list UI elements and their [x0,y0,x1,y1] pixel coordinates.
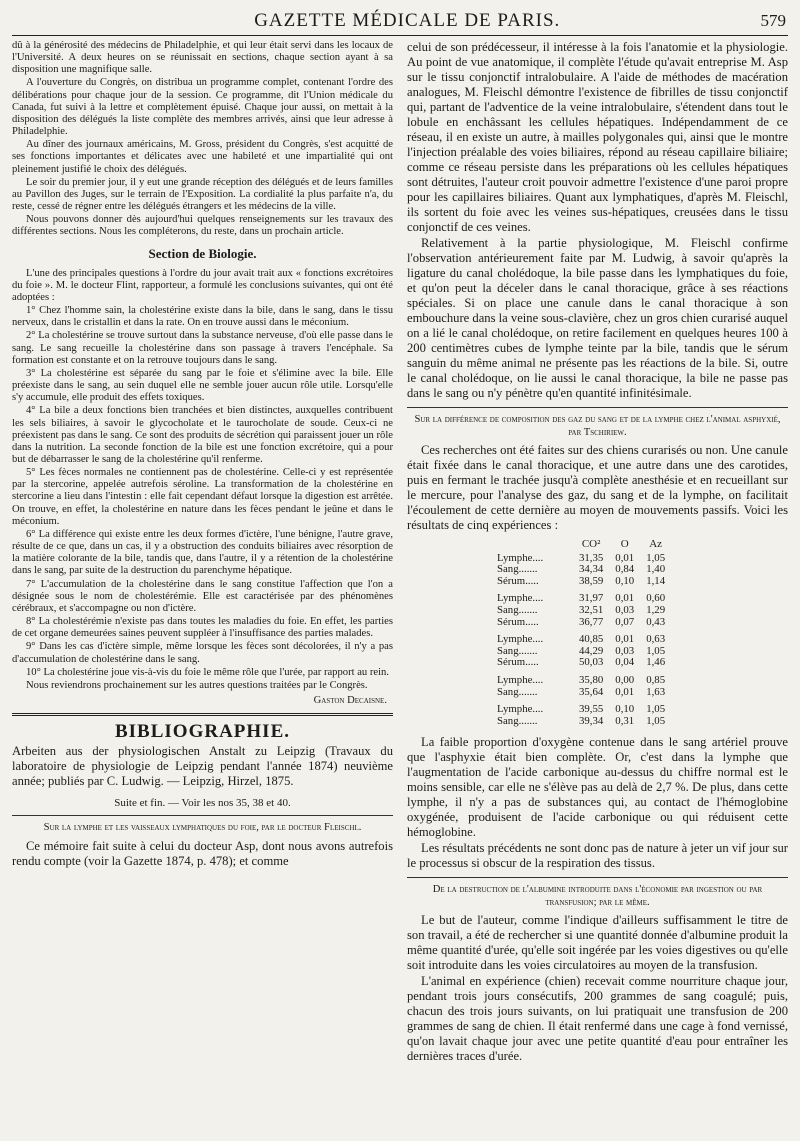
table-cell: 0,84 [615,563,635,576]
row-label: Lymphe.... [497,551,544,564]
table-cell: 0,60 [646,592,666,605]
divider [407,877,788,878]
table-cell: 31,97 [579,592,604,605]
table-cell: 0,01 [615,633,635,646]
table-body [497,553,671,728]
paragraph: Ce mémoire fait suite à celui du docteur Asp, dont nous avons autrefois rendu compte (voir la Gazette 1874, p. 478); et comme [12,838,393,868]
table-cell: 1,05 [646,703,666,716]
paragraph: A l'ouverture du Congrès, on distribua un programme complet, contenant l'ordre des délibérations pour chaque jour de la session. Ce programme, dit l'Union médicale du Canada, fut suivi à la lettre et complètement épuisé. Chaque jour aussi, on mettait à la disposition des délégués la liste complète des membres arrivés, ainsi que leur adresse à Philadelphie. [12,77,393,138]
paragraph: Le soir du premier jour, il y eut une grande réception des délégués et de leurs familles au Pavillon des Juges, sur le terrain de l'Exposition. La cordialité la plus parfaite n'a, du reste, cessé de régner entre les délégués étrangers et les médecins de la ville. [12,176,393,213]
paragraph: La faible proportion d'oxygène contenue dans le sang artériel prouve que l'asphyxie était bien complète. Or, c'est dans la lymphe que l'augmentation de l'acide carbonique au-dessus du chiffre normal est le moins sensible, car elle ne s'élève pas au delà de 2,7 %. De plus, dans cette lymphe, il n'y a pas de substances qui, au contact de l'hémoglobine oxygénée, produisent de l'acide carbonique ou qui réduisent cette hémoglobine. [407,735,788,840]
table-row [497,576,671,588]
table-row [497,628,671,646]
row-label: Sang....... [497,644,538,657]
row-label: Sang....... [497,603,538,616]
row-label: Sérum..... [497,615,539,628]
divider [12,815,393,816]
table-cell: 50,03 [579,656,604,669]
column-header: CO² [581,538,601,550]
table-cell: 38,59 [579,574,604,587]
columns [12,40,788,1064]
table-cell: 35,64 [579,685,604,698]
bibliography-heading: BIBLIOGRAPHIE. [114,721,290,743]
paragraph: Au dîner des journaux américains, M. Gross, président du Congrès, s'est acquitté de ses fonctions importantes et délicates avec une habileté et une impartialité qui ont pleinement justifié le choix des délégués. [12,139,393,175]
row-label: Sérum..... [497,656,539,669]
table-row [497,617,671,629]
article-subtitle: De la destruction de l'albumine introduite dans l'économie par ingestion ou par transfusion; par le même. [432,884,763,908]
table-cell: 0,00 [615,673,635,686]
paragraph: Relativement à la partie physiologique, M. Fleischl confirme l'observation antérieurement faite par M. Ludwig, à savoir qu'après la ligature du canal cholédoque, la bile passe dans les lymphatiques du foie, et qu'on peut la déceler dans le canal thoracique, grâce à ses réactions spéciales. Si on place une canule dans le canal thoracique à son embouchure dans la veine sous-clavière, chez un gros chien curarisé auquel on a lié le canal cholédoque, on retire facilement en quelques heures 100 à 200 centimètres cubes de lymphe teinte par la bile, tandis que le sérum sanguin du même animal ne présente pas les réactions de la bile. Si, outre le canal cholédoque, on lie aussi le canal thoracique, la bile ne passe pas dans le sang ou n'y pénètre qu'en quantité infinitésimale. [407,236,788,400]
right-column [407,40,788,1064]
table-cell: 40,85 [579,633,604,646]
table-cell: 1,05 [646,551,666,564]
table-cell: 32,51 [579,603,604,616]
table-cell: 0,03 [615,644,635,657]
column-header: Az [649,538,663,550]
section-title: Section de Biologie. [148,245,257,261]
article-subtitle: Sur la différence de composition des gaz du sang et de la lymphe chez l'animal asphyxié, par Tschiriew. [414,414,781,438]
conclusion-item: 1° Chez l'homme sain, la cholestérine existe dans la bile, dans le sang, dans le tissu nerveux, dans le cristallin et dans la rate. On en trouve aussi dans le méconium. [12,305,393,329]
row-label: Lymphe.... [497,673,544,686]
page-number: 579 [760,11,786,30]
table-row [497,587,671,605]
table-cell: 0,85 [646,673,666,686]
conclusion-item: 4° La bile a deux fonctions bien tranchées et bien distinctes, auxquelles contribuent les sels biliaires, à savoir le glycocholate et le taurocholate de soude. Ceux-ci ne préexistent pas dans le sang. Ce sont des produits de sécrétion qui paraissent jouer un rôle dans la nutrition. La seconde fonction de la bile est une fonction excrétoire, qui a pour but de débarrasser le sang de la cholestérine qu'il renferme. [12,405,393,465]
bibliography-reference: Arbeiten aus der physiologischen Anstalt zu Leipzig (Travaux du laboratoire de physiologie de Leipzig pendant l'année 1874) neuvième année; publiés par C. Ludwig. — Leipzig, Hirzel, 1875. [12,744,393,789]
conclusion-item: 10° La cholestérine joue vis-à-vis du foie le même rôle que l'urée, par rapport au rein. [26,666,389,678]
table-cell: 0,31 [615,714,635,727]
paragraph: L'une des principales questions à l'ordre du jour avait trait aux « fonctions excrétoires du foie ». M. le docteur Flint, rapporteur, a formulé les conclusions suivantes, qui ont été adoptées : [12,267,393,303]
paragraph: Les résultats précédents ne sont donc pas de nature à jeter un vif jour sur le processus si obscur de la respiration des tissus. [407,841,788,871]
page-header [12,10,788,36]
paragraph: dû à la générosité des médecins de Philadelphie, et qui leur était servi dans les locaux de l'Université. A deux heures on se réunissait en sections, chaque section ayant à sa disposition une magnifique salle. [12,40,393,76]
table-cell: 0,04 [615,656,635,669]
paragraph: L'animal en expérience (chien) recevait comme nourriture chaque jour, pendant trois jours consécutifs, 200 grammes de sang coagulé; puis, chacun des trois jours suivants, on lui pratiquait une transfusion de 200 grammes de sang de chien. Il était renfermé dans une cage à fond vernissé, qu'on lavait chaque jour avec une petite quantité d'eau pour entraîner les dernières traces d'urée. [407,974,788,1064]
paragraph: celui de son prédécesseur, il intéresse à la fois l'anatomie et la physiologie. Au point de vue anatomique, il complète l'étude qu'avait entreprise M. Asp sur le tissu conjonctif intralobulaire. A l'aide de méthodes de macération analogues, M. Fleischl démontre l'existence de fibrilles de tissu conjonctif qui, partant de l'adventice de la veine intralobulaire, s'étendent dans tout le lobule en enchâssant les cellules hépatiques. Indépendamment de ce réseau, il en existe un autre, à mailles polygonales qui, ainsi que le montre l'injection préalable des voies biliaires, répond au réseau capillaire biliaire; comme ce réseau persiste dans les préparations où les cellules hépatiques sont détruites, l'auteur croit pouvoir admettre l'existence d'une paroi propre pour les capillaires biliaires. Quant aux lymphatiques, d'après M. Fleischl, ils sortent du foie avec les veines sus-hépatiques, creusées dans le tissu conjonctif de ces veines. [407,40,788,234]
conclusion-item: 2° La cholestérine se trouve surtout dans la substance nerveuse, d'où elle passe dans le sang. Le sang recueille la cholestérine dans son passage à travers l'encéphale. Sa formation est constante et on la retrouve toujours dans le sang. [12,330,393,366]
table-cell: 1,46 [646,656,666,669]
row-label: Sang....... [497,563,538,576]
paragraph: Ces recherches ont été faites sur des chiens curarisés ou non. Une canule était fixée dans le canal thoracique, et une autre dans une des carotides, puis en fermant le trachée jusqu'à complète anesthésie et en recueillant sur le mercure, pour l'analyse des gaz, du sang et de la lymphe, on facilitait l'écoulement de cette dernière au moyen de mouvements passifs. Voici les résultats de cinq expériences : [407,443,788,532]
row-label: Sang....... [497,685,538,698]
table-cell: 0,01 [615,551,635,564]
table-cell: 1,14 [646,574,666,587]
table-row [497,687,671,699]
conclusion-item: 8° La cholestérémie n'existe pas dans toutes les maladies du foie. En effet, les parties de cet organe demeurées saines peuvent suppléer à l'insuffisance des parties malades. [12,616,393,640]
paragraph: Le but de l'auteur, comme l'indique d'ailleurs suffisamment le titre de son travail, a été de rechercher si une quantité donnée d'albumine produit la même quantité d'urée, qu'elle soit ingérée par les voies digestives ou qu'elle soit introduite dans les voies circulatoires au moyen de la transfusion. [407,913,788,973]
column-header: O [620,538,629,550]
left-column [12,40,393,1064]
table-cell: 0,03 [615,603,635,616]
table-cell: 31,35 [579,551,604,564]
row-label: Lymphe.... [497,592,544,605]
table-cell: 0,01 [615,592,635,605]
table-cell: 1,05 [646,644,666,657]
table-cell: 0,10 [615,703,635,716]
row-label: Sérum..... [497,574,539,587]
table-cell: 1,63 [646,685,666,698]
table-cell: 1,40 [646,563,666,576]
conclusion-item: 5° Les fèces normales ne contiennent pas de cholestérine. Celle-ci y est représentée par la stercorine, appelée autrefois séroline. La transformation de la cholestérine en stercorine a lieu dans l'intestin : elle fait cependant défaut lorsque la digestion est arrêtée. On trouve, en effet, la cholestérine en nature dans les fèces pendant le jeûne et dans le méconium. [12,467,393,527]
table-cell: 34,34 [579,563,604,576]
table-row [497,698,671,716]
table-cell: 0,63 [646,633,666,646]
table-cell: 0,07 [615,615,635,628]
paragraph: Nous pouvons donner dès aujourd'hui quelques renseignements sur les travaux des différentes sections. Nous les compléterons, du reste, dans un prochain article. [12,214,393,238]
table-row [497,716,671,728]
conclusion-item: 9° Dans les cas d'ictère simple, même lorsque les fèces sont décolorées, il n'y a pas d'accumulation de cholestérine dans le sang. [12,641,393,665]
author-signature: Gaston Decaisne. [313,694,387,706]
continuation-note: Suite et fin. — Voir les nos 35, 38 et 40. [114,797,291,810]
table-cell: 0,01 [615,685,635,698]
table-cell: 0,10 [615,574,635,587]
table-cell: 0,43 [646,615,666,628]
table-cell: 1,29 [646,603,666,616]
conclusion-item: 6° La différence qui existe entre les deux formes d'ictère, l'une bénigne, l'autre grave, résulte de ce que, dans un cas, il y a obstruction des conduits biliaires avec résorption de la matière colorante de la bile, tandis que, dans l'autre, il y a rétention de la cholestérine dans le sang, par suite de la destruction du parenchyme hépatique. [12,528,393,577]
table-cell: 35,80 [579,673,604,686]
table-cell: 36,77 [579,615,604,628]
divider [12,713,393,716]
table-cell: 1,05 [646,714,666,727]
article-subtitle: Sur la lymphe et les vaisseaux lymphatiques du foie, par le docteur Fleischl. [43,822,362,834]
divider [407,407,788,408]
row-label: Sang....... [497,714,538,727]
paragraph: Nous reviendrons prochainement sur les autres questions traitées par le Congrès. [26,679,368,691]
conclusion-item: 7° L'accumulation de la cholestérine dans le sang constitue l'affection que l'on a désignée sous le nom de cholestérémie. Elle est caractérisée par des phénomènes cérébraux, et s'accompagne ou non d'ictère. [12,578,393,614]
journal-title: GAZETTE MÉDICALE DE PARIS. [254,10,561,31]
row-label: Lymphe.... [497,633,544,646]
results-table [497,539,671,727]
table-row [497,669,671,687]
table-row [497,605,671,617]
table-cell: 44,29 [579,644,604,657]
table-cell: 39,34 [579,714,604,727]
conclusion-item: 3° La cholestérine est séparée du sang par le foie et s'élimine avec la bile. Elle préexiste dans le sang, au sein duquel elle ne semble jouer aucun rôle utile. Lorsqu'elle s'y accumule, elle produit des effets toxiques. [12,367,393,404]
row-label: Lymphe.... [497,703,544,716]
table-cell: 39,55 [579,703,604,716]
table-row [497,657,671,669]
